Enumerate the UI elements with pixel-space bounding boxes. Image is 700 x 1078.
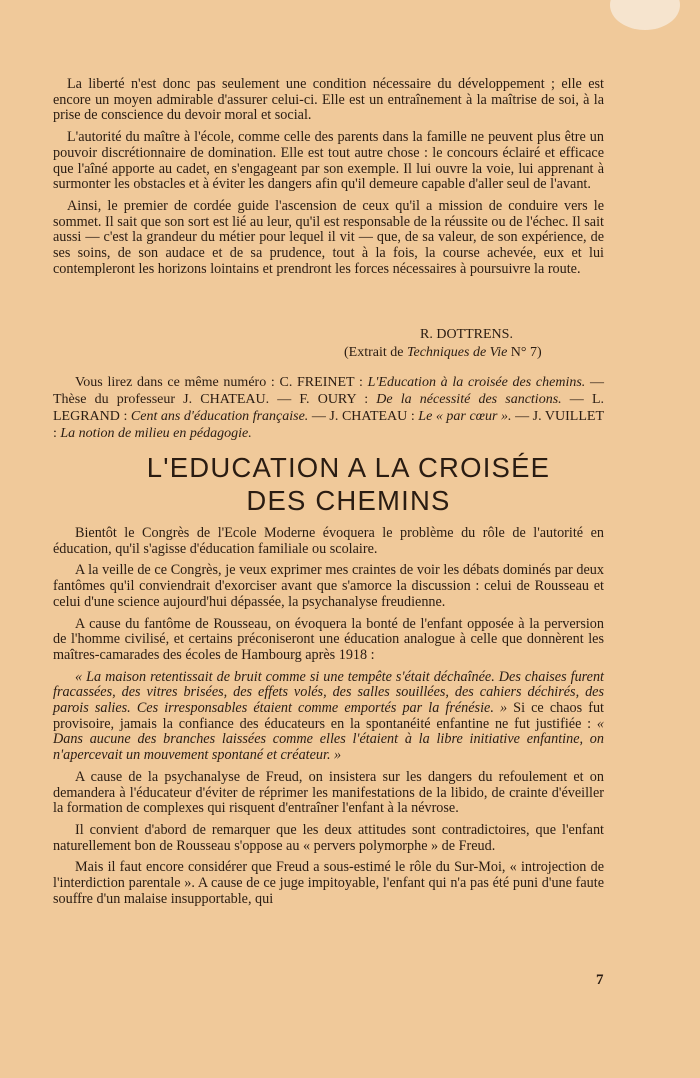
intro-text bbox=[53, 77, 604, 277]
article-paragraph-7: Mais il faut encore considérer que Freud a sous-estimé le rôle du Sur-Moi, « introjection de l'interdiction parentale ». A cause de ce juge impitoyable, l'enfant qui n'a pas été puni d'une faute souffre d'un malaise insupportable, qui bbox=[53, 859, 604, 907]
article-paragraph-1: Bientôt le Congrès de l'Ecole Moderne évoquera le problème du rôle de l'autorité en éducation, qu'il s'agisse d'éducation familiale ou scolaire. bbox=[53, 525, 604, 557]
article-paragraph-2: A la veille de ce Congrès, je veux exprimer mes craintes de voir les débats dominés par deux fantômes qu'il conviendrait d'exorciser avant que s'amorce la discussion : celui de Rousseau et celui d'une science aujourd'hui dépassée, la psychanalyse freudienne. bbox=[53, 562, 604, 610]
source-citation: (Extrait de Techniques de Vie N° 7) bbox=[344, 345, 542, 360]
author-signature: R. DOTTRENS. bbox=[420, 327, 513, 342]
article-paragraph-5: A cause de la psychanalyse de Freud, on insistera sur les dangers du refoulement et on demandera à l'éducateur d'éviter de réprimer les manifestations de la libido, de crainte d'éveiller la formation de complexes qui risquent d'entraîner l'enfant à la névrose. bbox=[53, 768, 604, 817]
article-paragraph-6: Il convient d'abord de remarquer que les deux attitudes sont contradictoires, que l'enfant naturellement bon de Rousseau s'oppose au « pervers polymorphe » de Freud. bbox=[53, 821, 604, 854]
intro-paragraph-2: L'autorité du maître à l'école, comme celle des parents dans la famille ne peuvent plus être un pouvoir discrétionnaire de domination. Elle est tout autre chose : le concours éclairé et efficace que l'aîné apporte au cadet, en s'engageant par son exemple. Il lui ouvre la voie, lui apprenant à surmonter les obstacles et à éviter les dangers afin qu'il demeure capable d'aller seul de l'avant. bbox=[53, 129, 604, 193]
intro-paragraph-3: Ainsi, le premier de cordée guide l'ascension de ceux qu'il a mission de conduire vers le sommet. Il sait que son sort est lié au leur, qu'il est responsable de la réussite ou de l'échec. Il sait aussi — c'est la grandeur du métier pour lequel il vit — que, de sa valeur, de son expérience, de ses soins, de son audace et de sa prudence, tout à la fois, la course achevée, eux et lui contempleront les horizons lointains et prendront les forces nécessaires à poursuivre la route. bbox=[53, 197, 604, 277]
article-body bbox=[53, 526, 604, 913]
article-paragraph-3: A cause du fantôme de Rousseau, on évoquera la bonté de l'enfant opposée à la perversion de l'homme civilisé, et certains préconiseront une éducation analogue à celle que donnèrent les maîtres-camarades des écoles de Hambourg après 1918 : bbox=[53, 615, 604, 663]
issue-contents: Vous lirez dans ce même numéro : C. FREINET : L'Education à la croisée des chemins. — Thèse du professeur J. CHATEAU. — F. OURY : De la nécessité des sanctions. — L. LEGRAND : Cent ans d'éducation française. — J. CHATEAU : Le « par cœur ». — J. VUILLET : La notion de milieu en pédagogie. bbox=[53, 375, 604, 441]
page-number: 7 bbox=[596, 972, 604, 988]
paper-stain bbox=[610, 0, 680, 30]
article-title-line-2: DES CHEMINS bbox=[246, 485, 451, 516]
intro-paragraph-1: La liberté n'est donc pas seulement une condition nécessaire du développement ; elle est encore un moyen admirable d'assurer celui-ci. Elle est un entraînement à la maîtrise de soi, à la prise de conscience du devoir moral et social. bbox=[53, 76, 604, 124]
article-paragraph-4: « La maison retentissait de bruit comme si une tempête s'était déchaînée. Des chaises furent fracassées, des vitres brisées, des effets volés, des salles souillées, des cahiers déchirés, des parois salies. Ces irresponsables étaient comme emportés par la frénésie. » Si ce chaos fut provisoire, jamais la confiance des éducateurs en la spontanéité enfantine ne fut justifiée : « Dans aucune des branches laissées comme elles l'étaient à la libre initiative enfantine, on n'apercevait un mouvement spontané et créateur. » bbox=[53, 668, 604, 764]
article-title-line-1: L'EDUCATION A LA CROISÉE bbox=[146, 452, 551, 483]
